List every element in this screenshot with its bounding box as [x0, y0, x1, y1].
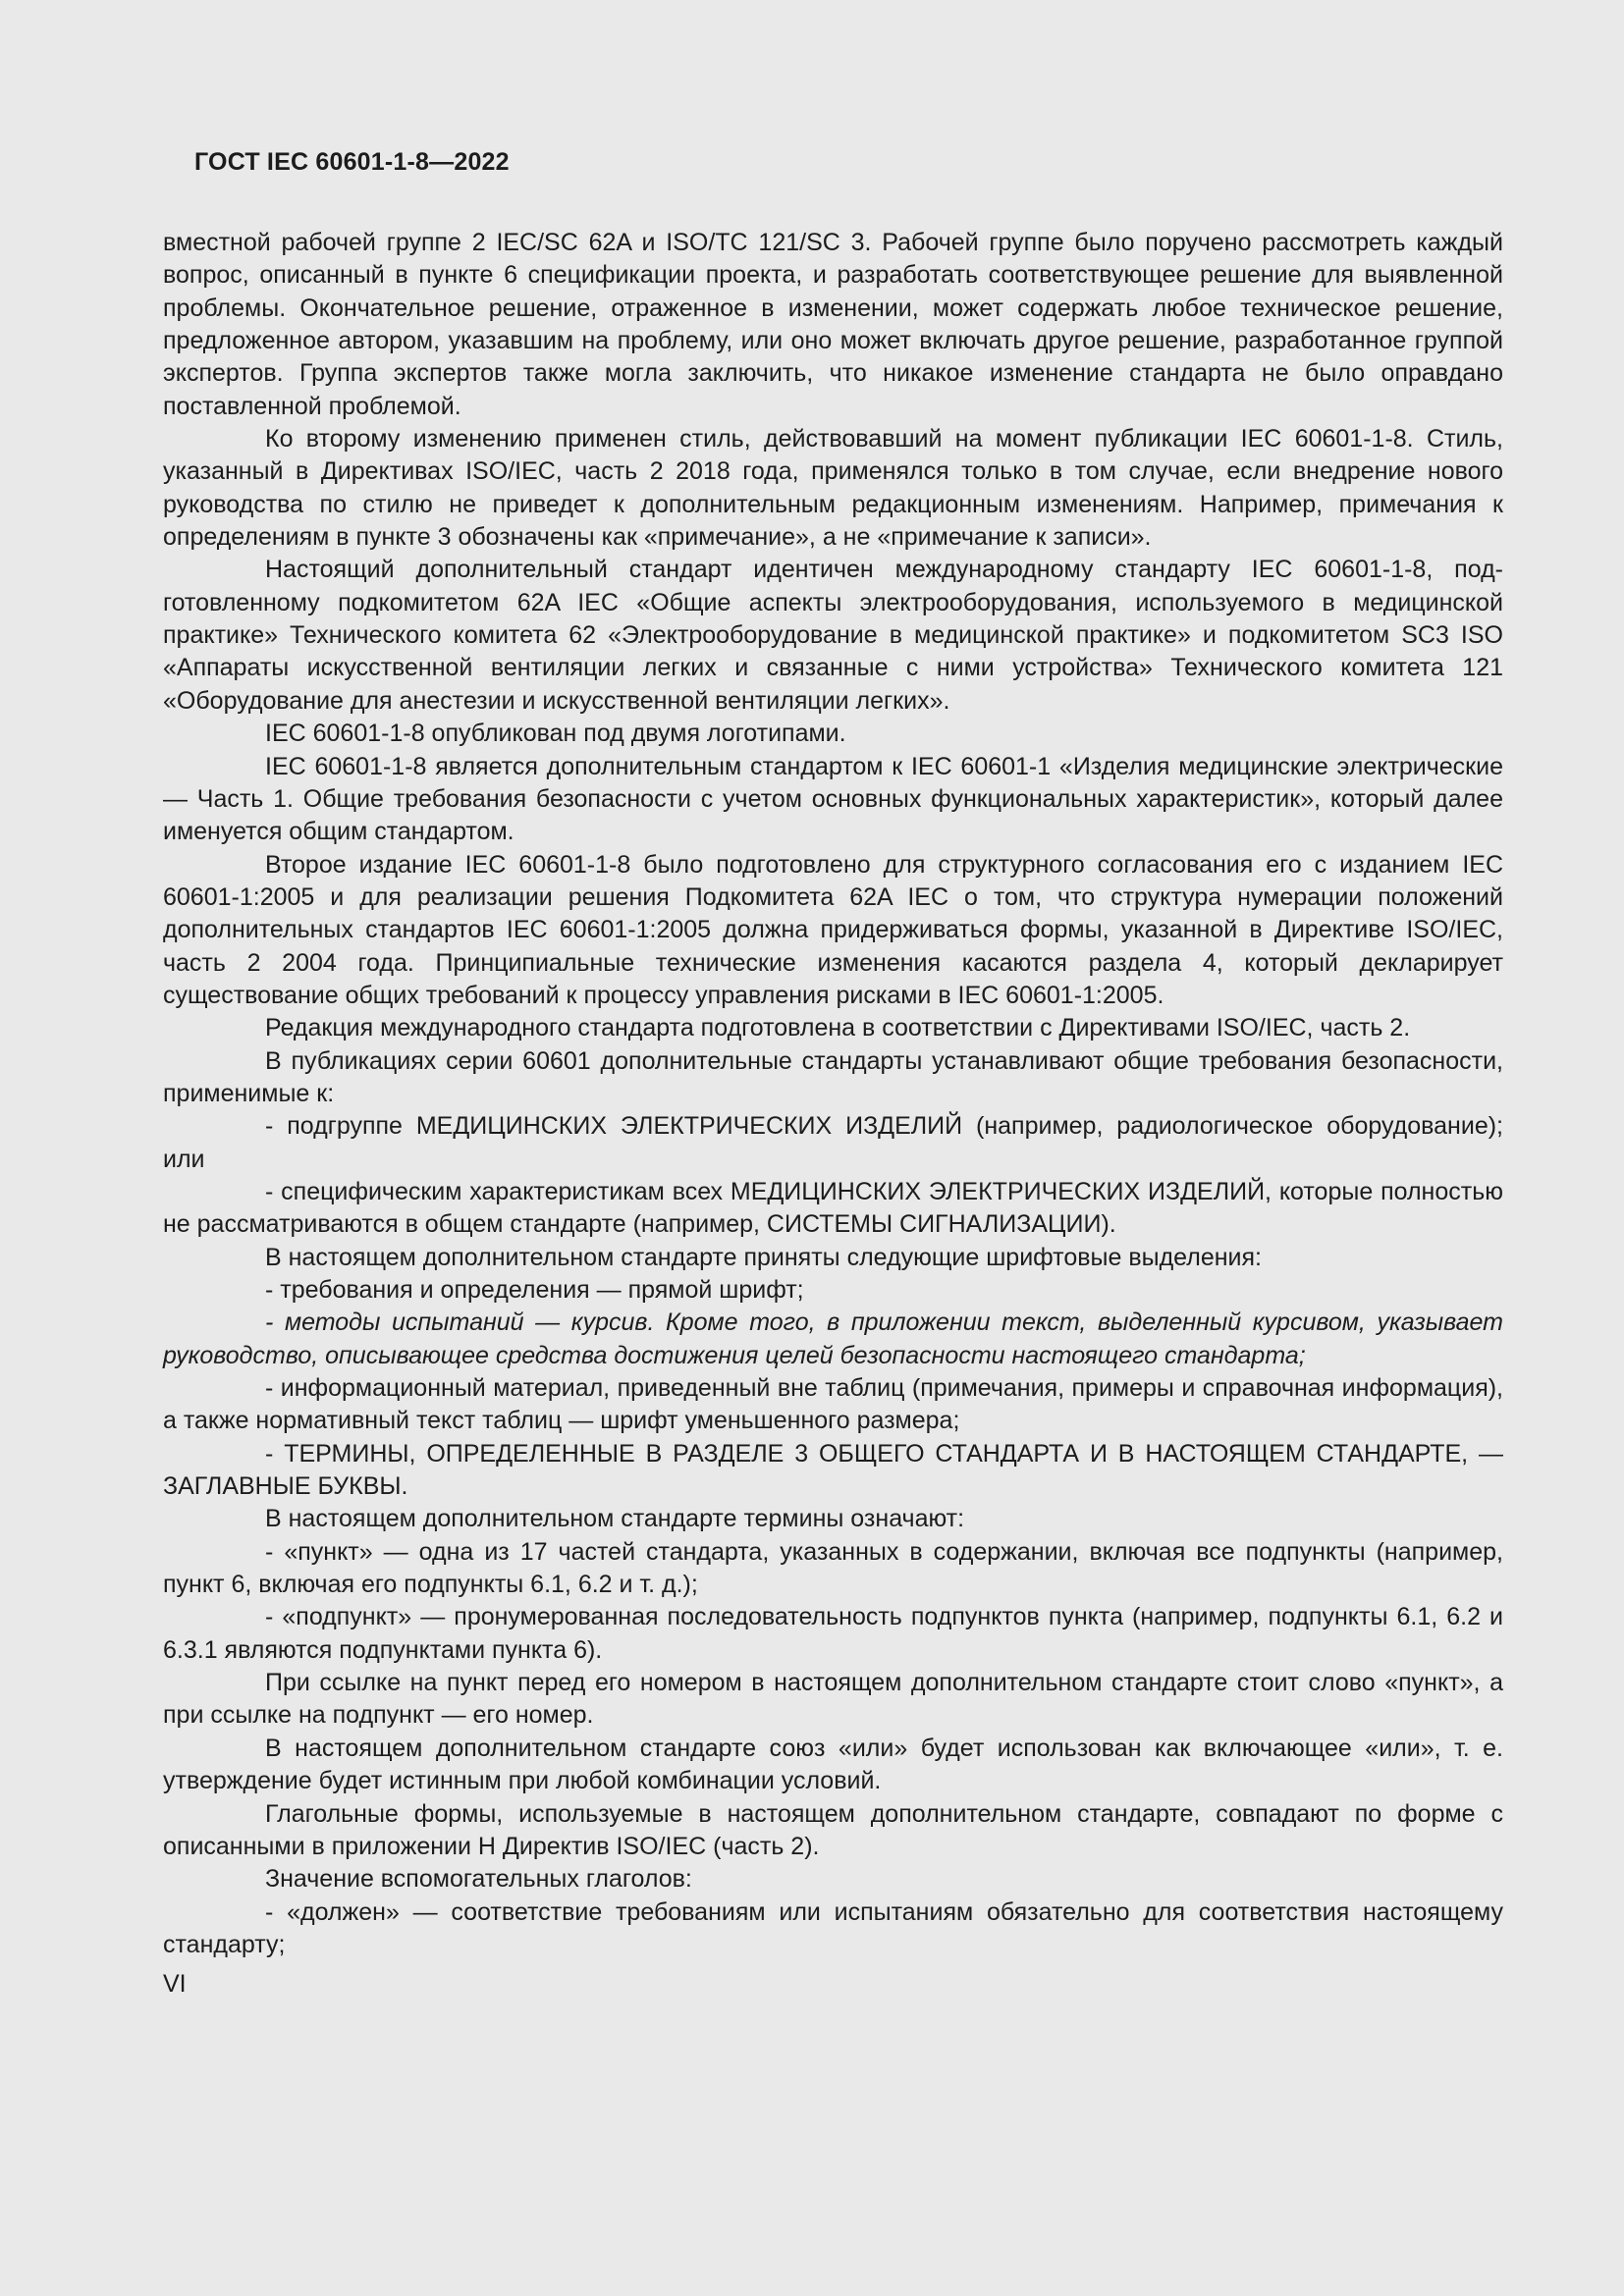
paragraph: Настоящий дополнительный стандарт идентичен международному стандарту IEC 60601-1-8, подготовленному подкомитетом 62A IEC «Общие аспекты электрооборудования, используемого в медицинской практике» Технического комитета 62 «Электрооборудование в медицинской практике» и подкомитетом SC3 ISO «Аппараты искусственной вентиляции легких и связанные с ними устройства» Технического комитета 121 «Оборудование для анестезии и искусственной вентиляции легких».	[163, 556, 1503, 715]
paragraph: вместной рабочей группе 2 IEC/SC 62A и ISO/TC 121/SC 3. Рабочей группе было поручено рассмотреть каждый вопрос, описанный в пункте 6 спецификации проекта, и разработать соответствующее решение для выявленной проблемы. Окончательное решение, отраженное в изменении, может содержать любое техническое решение, предложенное автором, указавшим на проблему, или оно может включать другое решение, разработанное группой экспертов. Группа экспертов также могла заключить, что никакое изменение стандарта не было оправдано поставленной проблемой.	[163, 229, 1503, 420]
paragraph: В настоящем дополнительном стандарте термины означают:	[265, 1505, 965, 1533]
list-item-paragraph: - методы испытаний — курсив. Кроме того, в приложении текст, выделенный курсивом, указывает руководство, описывающее средства достижения целей безопасности настоящего стандарта;	[163, 1308, 1503, 1369]
list-item-paragraph: - «должен» — соответствие требованиям или испытаниям обязательно для соответствия настоящему стандарту;	[163, 1897, 1503, 1958]
list-item-paragraph: - требования и определения — прямой шрифт;	[265, 1276, 804, 1304]
paragraph: IEC 60601-1-8 опубликован под двумя логотипами.	[265, 720, 846, 748]
page-header: ГОСТ IEC 60601-1-8—2022	[194, 148, 510, 176]
paragraph: При ссылке на пункт перед его номером в настоящем дополнительном стандарте стоит слово «пункт», а при ссылке на подпункт — его номер.	[163, 1669, 1503, 1730]
page-number: VI	[163, 1970, 187, 1999]
list-item-paragraph: - «подпункт» — пронумерованная последовательность подпунктов пункта (например, подпункты 6.1, 6.2 и 6.3.1 являются подпунктами пункта 6).	[163, 1603, 1503, 1664]
list-item-paragraph: - ТЕРМИНЫ, ОПРЕДЕЛЕННЫЕ В РАЗДЕЛЕ 3 ОБЩЕГО СТАНДАРТА И В НАСТОЯЩЕМ СТАНДАРТЕ, — ЗАГЛАВНЫЕ БУКВЫ.	[163, 1439, 1503, 1501]
list-item-paragraph: - подгруппе МЕДИЦИНСКИХ ЭЛЕКТРИЧЕСКИХ ИЗДЕЛИЙ (например, радиологическое оборудование); или	[163, 1112, 1503, 1173]
list-item-paragraph: - «пункт» — одна из 17 частей стандарта, указанных в содержании, включая все подпункты (например, пункт 6, включая его подпункты 6.1, 6.2 и т. д.);	[163, 1537, 1503, 1599]
paragraph: Ко второму изменению применен стиль, действовавший на момент публикации IEC 60601-1-8. Стиль, указанный в Директивах ISO/IEC, часть 2 2018 года, применялся только в том случае, если внедрение нового руководства по стилю не приведет к дополнительным редакционным изменениям. Например, примечания к определениям в пункте 3 обозначены как «примечание», а не «примечание к записи».	[163, 425, 1503, 552]
list-item-paragraph: - специфическим характеристикам всех МЕДИЦИНСКИХ ЭЛЕКТРИЧЕСКИХ ИЗДЕЛИЙ, которые полностью не рассматриваются в общем стандарте (например, СИСТЕМЫ СИГНАЛИЗАЦИИ).	[163, 1177, 1503, 1239]
paragraph: В настоящем дополнительном стандарте приняты следующие шрифтовые выделения:	[265, 1243, 1263, 1271]
paragraph: В публикациях серии 60601 дополнительные стандарты устанавливают общие требования безопасности, применимые к:	[163, 1046, 1503, 1107]
paragraph: Глагольные формы, используемые в настоящем дополнительном стандарте, совпадают по форме с описанными в приложении H Директив ISO/IEC (часть 2).	[163, 1799, 1503, 1860]
paragraph: Значение вспомогательных глаголов:	[265, 1865, 692, 1894]
paragraph: В настоящем дополнительном стандарте союз «или» будет использован как включающее «или», т. е. утверждение будет истинным при любой комбинации условий.	[163, 1734, 1503, 1795]
document-body	[163, 227, 1503, 2002]
paragraph: Редакция международного стандарта подготовлена в соответствии с Директивами ISO/IEC, часть 2.	[265, 1014, 1411, 1042]
list-item-paragraph: - информационный материал, приведенный вне таблиц (примечания, примеры и справочная информация), а также нормативный текст таблиц — шрифт уменьшенного размера;	[163, 1374, 1503, 1435]
paragraph: Второе издание IEC 60601-1-8 было подготовлено для структурного согласования его с изданием IEC 60601-1:2005 и для реализации решения Подкомитета 62A IEC о том, что структура нумерации положений дополнительных стандартов IEC 60601-1:2005 должна придерживаться формы, указанной в Директиве ISO/IEC, часть 2 2004 года. Принципиальные технические изменения касаются раздела 4, который декларирует существование общих требований к процессу управления рисками в IEC 60601-1:2005.	[163, 850, 1503, 1009]
paragraph: IEC 60601-1-8 является дополнительным стандартом к IEC 60601-1 «Изделия медицинские электрические — Часть 1. Общие требования безопасности с учетом основных функциональных характеристик», который далее именуется общим стандартом.	[163, 752, 1503, 846]
